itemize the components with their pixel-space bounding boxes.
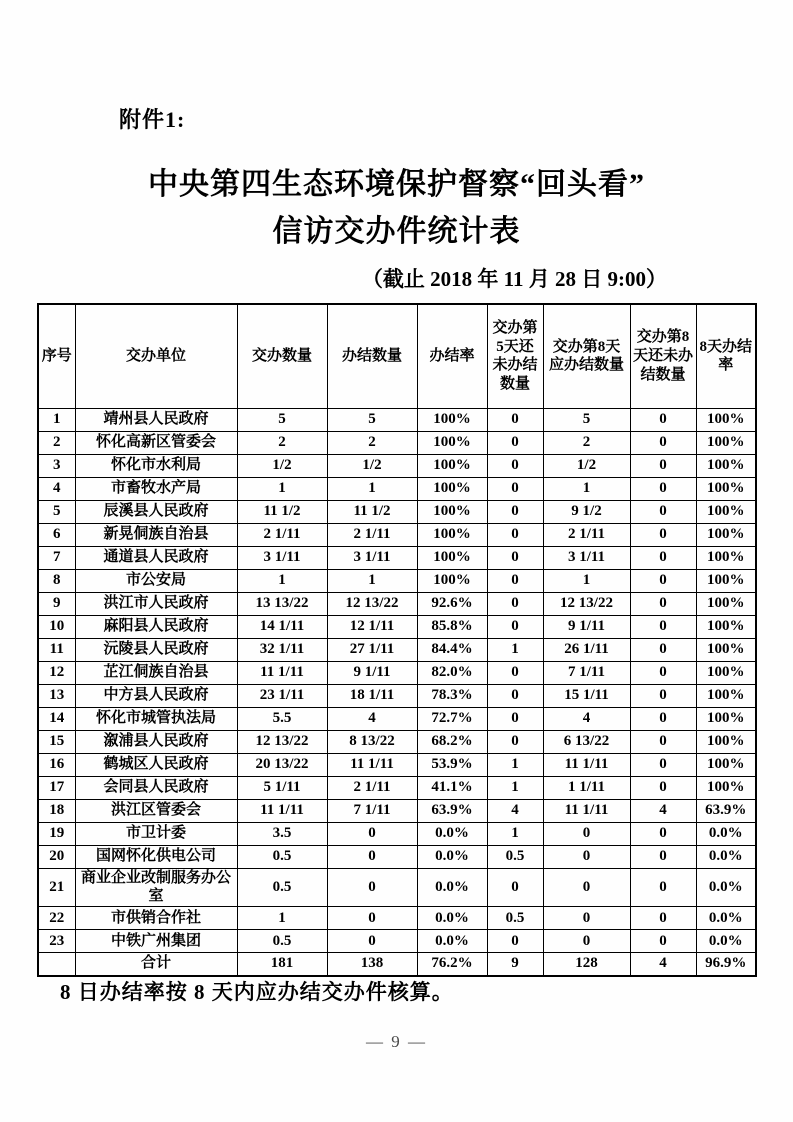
- table-row: [38, 684, 756, 707]
- table-cell: 新晃侗族自治县: [75, 523, 237, 546]
- table-cell: 0: [630, 454, 696, 477]
- table-cell: 7: [38, 546, 75, 569]
- table-cell: 0.5: [237, 845, 327, 868]
- table-cell: 1: [487, 822, 543, 845]
- table-cell: 12 1/11: [327, 615, 417, 638]
- table-cell: 100%: [696, 684, 756, 707]
- table-cell: 11: [38, 638, 75, 661]
- table-cell: 0: [630, 868, 696, 907]
- table-row: [38, 822, 756, 845]
- table-row: [38, 845, 756, 868]
- table-cell: 0: [543, 822, 630, 845]
- table-cell: 洪江市人民政府: [75, 592, 237, 615]
- table-row: [38, 408, 756, 431]
- table-cell: 100%: [696, 454, 756, 477]
- table-cell: 0: [487, 661, 543, 684]
- table-cell: 3 1/11: [543, 546, 630, 569]
- table-cell: 68.2%: [417, 730, 487, 753]
- table-cell: 中铁广州集团: [75, 930, 237, 953]
- table-cell: 2 1/11: [327, 776, 417, 799]
- table-cell: 0: [630, 638, 696, 661]
- table-row: [38, 707, 756, 730]
- table-cell: 100%: [417, 477, 487, 500]
- table-cell: 15 1/11: [543, 684, 630, 707]
- table-cell: 1: [38, 408, 75, 431]
- table-cell: [38, 953, 75, 976]
- table-cell: 100%: [417, 431, 487, 454]
- table-cell: 100%: [696, 776, 756, 799]
- table-cell: 72.7%: [417, 707, 487, 730]
- table-cell: 0: [630, 930, 696, 953]
- table-cell: 5: [38, 500, 75, 523]
- table-cell: 11 1/11: [543, 799, 630, 822]
- table-row: [38, 930, 756, 953]
- table-cell: 5: [237, 408, 327, 431]
- table-cell: 2 1/11: [543, 523, 630, 546]
- table-cell: 14: [38, 707, 75, 730]
- table-cell: 26 1/11: [543, 638, 630, 661]
- table-cell: 8: [38, 569, 75, 592]
- table-cell: 100%: [417, 454, 487, 477]
- table-cell: 0: [543, 907, 630, 930]
- table-cell: 怀化市城管执法局: [75, 707, 237, 730]
- header-cell: 办结率: [417, 304, 487, 408]
- table-cell: 中方县人民政府: [75, 684, 237, 707]
- header-cell: 交办数量: [237, 304, 327, 408]
- table-cell: 0: [630, 546, 696, 569]
- table-cell: 27 1/11: [327, 638, 417, 661]
- table-cell: 11 1/11: [237, 799, 327, 822]
- table-cell: 0.5: [487, 845, 543, 868]
- table-cell: 1/2: [543, 454, 630, 477]
- table-cell: 0: [630, 707, 696, 730]
- table-cell: 82.0%: [417, 661, 487, 684]
- table-cell: 0: [630, 569, 696, 592]
- table-cell: 2 1/11: [237, 523, 327, 546]
- table-cell: 0: [630, 615, 696, 638]
- table-cell: 13 13/22: [237, 592, 327, 615]
- document-title: [0, 162, 793, 255]
- table-cell: 会同县人民政府: [75, 776, 237, 799]
- table-cell: 2: [237, 431, 327, 454]
- table-cell: 8 13/22: [327, 730, 417, 753]
- table-body: [38, 408, 756, 976]
- footnote: 8 日办结率按 8 天内应办结交办件核算。: [60, 980, 454, 1004]
- table-cell: 0: [630, 661, 696, 684]
- table-cell: 怀化高新区管委会: [75, 431, 237, 454]
- title-line-1: 中央第四生态环境保护督察“回头看”: [148, 168, 645, 201]
- table-cell: 0: [327, 907, 417, 930]
- table-cell: 2 1/11: [327, 523, 417, 546]
- table-cell: 7 1/11: [543, 661, 630, 684]
- table-row: [38, 477, 756, 500]
- table-cell: 100%: [696, 638, 756, 661]
- table-header-row: [38, 304, 756, 408]
- table-cell: 14 1/11: [237, 615, 327, 638]
- table-cell: 100%: [696, 592, 756, 615]
- table-cell: 9: [38, 592, 75, 615]
- table-cell: 4: [630, 799, 696, 822]
- table-cell: 0: [487, 730, 543, 753]
- table-cell: 100%: [417, 523, 487, 546]
- table-row: [38, 569, 756, 592]
- table-row: [38, 454, 756, 477]
- table-row: [38, 431, 756, 454]
- table-cell: 0: [487, 408, 543, 431]
- table-cell: 0: [630, 684, 696, 707]
- table-cell: 15: [38, 730, 75, 753]
- table-cell: 国网怀化供电公司: [75, 845, 237, 868]
- table-cell: 4: [327, 707, 417, 730]
- table-cell: 5.5: [237, 707, 327, 730]
- table-cell: 1: [487, 753, 543, 776]
- table-cell: 2: [327, 431, 417, 454]
- table-row: [38, 776, 756, 799]
- table-cell: 0.0%: [696, 930, 756, 953]
- table-cell: 4: [630, 953, 696, 976]
- table-cell: 0: [630, 592, 696, 615]
- attachment-label: 附件1:: [119, 107, 186, 132]
- table-cell: 芷江侗族自治县: [75, 661, 237, 684]
- table-cell: 1/2: [327, 454, 417, 477]
- header-cell: 交办第8天还未办结数量: [630, 304, 696, 408]
- table-cell: 19: [38, 822, 75, 845]
- table-cell: 96.9%: [696, 953, 756, 976]
- table-cell: 4: [38, 477, 75, 500]
- table-cell: 32 1/11: [237, 638, 327, 661]
- table-cell: 2: [38, 431, 75, 454]
- table-cell: 合计: [75, 953, 237, 976]
- table-cell: 鹤城区人民政府: [75, 753, 237, 776]
- table-cell: 0: [630, 776, 696, 799]
- table-cell: 1: [543, 477, 630, 500]
- table-cell: 1: [237, 477, 327, 500]
- table-cell: 181: [237, 953, 327, 976]
- table-cell: 0.0%: [417, 822, 487, 845]
- table-row: [38, 753, 756, 776]
- table-cell: 0: [487, 868, 543, 907]
- table-cell: 3.5: [237, 822, 327, 845]
- table-cell: 23: [38, 930, 75, 953]
- table-cell: 0.0%: [417, 845, 487, 868]
- table-cell: 18 1/11: [327, 684, 417, 707]
- table-cell: 76.2%: [417, 953, 487, 976]
- table-cell: 21: [38, 868, 75, 907]
- table-cell: 0.0%: [417, 868, 487, 907]
- table-row: [38, 592, 756, 615]
- table-cell: 0: [487, 684, 543, 707]
- table-cell: 沅陵县人民政府: [75, 638, 237, 661]
- table-row: [38, 615, 756, 638]
- table-cell: 溆浦县人民政府: [75, 730, 237, 753]
- table-cell: 0.5: [237, 930, 327, 953]
- table-cell: 53.9%: [417, 753, 487, 776]
- table-cell: 2: [543, 431, 630, 454]
- table-cell: 100%: [696, 615, 756, 638]
- table-cell: 100%: [417, 500, 487, 523]
- table-cell: 1: [237, 569, 327, 592]
- table-row: [38, 500, 756, 523]
- table-cell: 63.9%: [417, 799, 487, 822]
- table-cell: 6: [38, 523, 75, 546]
- table-cell: 78.3%: [417, 684, 487, 707]
- table-cell: 84.4%: [417, 638, 487, 661]
- table-cell: 1: [237, 907, 327, 930]
- header-cell: 交办单位: [75, 304, 237, 408]
- table-cell: 市畜牧水产局: [75, 477, 237, 500]
- page-number: — 9 —: [366, 1032, 427, 1051]
- table-cell: 5 1/11: [237, 776, 327, 799]
- table-cell: 0.0%: [696, 845, 756, 868]
- table-cell: 100%: [417, 569, 487, 592]
- table-cell: 12: [38, 661, 75, 684]
- table-cell: 0: [543, 845, 630, 868]
- table-cell: 6 13/22: [543, 730, 630, 753]
- table-cell: 100%: [417, 546, 487, 569]
- header-cell: 交办第8天应办结数量: [543, 304, 630, 408]
- table-cell: 17: [38, 776, 75, 799]
- table-cell: 1 1/11: [543, 776, 630, 799]
- table-cell: 0: [327, 822, 417, 845]
- table-cell: 怀化市水利局: [75, 454, 237, 477]
- table-cell: 1: [543, 569, 630, 592]
- table-cell: 0: [487, 523, 543, 546]
- table-row: [38, 546, 756, 569]
- table-cell: 0.5: [237, 868, 327, 907]
- table-cell: 5: [543, 408, 630, 431]
- table-cell: 0: [543, 930, 630, 953]
- table-row: [38, 799, 756, 822]
- table-cell: 0.0%: [696, 822, 756, 845]
- table-cell: 13: [38, 684, 75, 707]
- table-cell: 0: [630, 730, 696, 753]
- table-cell: 市公安局: [75, 569, 237, 592]
- table-cell: 麻阳县人民政府: [75, 615, 237, 638]
- table-cell: 11 1/11: [327, 753, 417, 776]
- table-cell: 20: [38, 845, 75, 868]
- table-cell: 0.0%: [696, 907, 756, 930]
- table-cell: 18: [38, 799, 75, 822]
- table-cell: 0: [487, 592, 543, 615]
- table-cell: 辰溪县人民政府: [75, 500, 237, 523]
- table-cell: 0: [630, 408, 696, 431]
- table-cell: 100%: [696, 523, 756, 546]
- table-cell: 100%: [696, 569, 756, 592]
- title-line-2: 信访交办件统计表: [272, 214, 521, 248]
- table-cell: 12 13/22: [543, 592, 630, 615]
- table-cell: 1: [327, 569, 417, 592]
- table-cell: 128: [543, 953, 630, 976]
- table-cell: 0: [487, 615, 543, 638]
- table-cell: 9 1/2: [543, 500, 630, 523]
- table-cell: 1: [487, 776, 543, 799]
- table-cell: 1/2: [237, 454, 327, 477]
- table-row: [38, 638, 756, 661]
- table-cell: 41.1%: [417, 776, 487, 799]
- table-cell: 4: [487, 799, 543, 822]
- statistics-table: [37, 303, 757, 977]
- table-cell: 9: [487, 953, 543, 976]
- table-cell: 100%: [696, 661, 756, 684]
- table-cell: 5: [327, 408, 417, 431]
- table-cell: 12 13/22: [327, 592, 417, 615]
- table-cell: 通道县人民政府: [75, 546, 237, 569]
- table-cell: 9 1/11: [327, 661, 417, 684]
- table-row: [38, 730, 756, 753]
- header-cell: 办结数量: [327, 304, 417, 408]
- table-cell: 0.0%: [696, 868, 756, 907]
- table-cell: 100%: [696, 753, 756, 776]
- table-cell: 0: [630, 431, 696, 454]
- table-cell: 100%: [696, 730, 756, 753]
- table-cell: 20 13/22: [237, 753, 327, 776]
- table-cell: 0: [327, 868, 417, 907]
- table-cell: 3: [38, 454, 75, 477]
- table-row: [38, 661, 756, 684]
- table-cell: 85.8%: [417, 615, 487, 638]
- table-cell: 0: [630, 753, 696, 776]
- table-cell: 9 1/11: [543, 615, 630, 638]
- table-cell: 0: [487, 454, 543, 477]
- table-cell: 100%: [696, 477, 756, 500]
- table-row: [38, 868, 756, 907]
- table-cell: 4: [543, 707, 630, 730]
- table-row: [38, 907, 756, 930]
- table-cell: 63.9%: [696, 799, 756, 822]
- table-row: [38, 523, 756, 546]
- table-cell: 100%: [696, 500, 756, 523]
- header-cell: 8天办结率: [696, 304, 756, 408]
- table-cell: 0.0%: [417, 907, 487, 930]
- table-cell: 100%: [417, 408, 487, 431]
- table-cell: 12 13/22: [237, 730, 327, 753]
- table-cell: 0: [630, 523, 696, 546]
- table-cell: 7 1/11: [327, 799, 417, 822]
- table-cell: 0: [630, 907, 696, 930]
- table-cell: 0: [487, 707, 543, 730]
- table-cell: 138: [327, 953, 417, 976]
- table-cell: 0.5: [487, 907, 543, 930]
- table-cell: 3 1/11: [327, 546, 417, 569]
- table-cell: 市供销合作社: [75, 907, 237, 930]
- table-cell: 商业企业改制服务办公室: [75, 868, 237, 907]
- table-cell: 靖州县人民政府: [75, 408, 237, 431]
- table-cell: 0: [487, 546, 543, 569]
- table-cell: 11 1/2: [327, 500, 417, 523]
- table-cell: 1: [487, 638, 543, 661]
- table-cell: 0: [327, 845, 417, 868]
- table-cell: 23 1/11: [237, 684, 327, 707]
- table-cell: 0: [487, 477, 543, 500]
- total-row: [38, 953, 756, 976]
- table-cell: 100%: [696, 431, 756, 454]
- table-cell: 0: [630, 477, 696, 500]
- table-cell: 0: [630, 500, 696, 523]
- table-cell: 16: [38, 753, 75, 776]
- table-cell: 1: [327, 477, 417, 500]
- date-note: （截止 2018 年 11 月 28 日 9:00）: [361, 267, 667, 291]
- table-cell: 100%: [696, 408, 756, 431]
- table-cell: 市卫计委: [75, 822, 237, 845]
- table-cell: 11 1/11: [237, 661, 327, 684]
- table-cell: 0: [543, 868, 630, 907]
- table-cell: 10: [38, 615, 75, 638]
- table-cell: 22: [38, 907, 75, 930]
- table-cell: 92.6%: [417, 592, 487, 615]
- table-cell: 0: [487, 500, 543, 523]
- table-cell: 3 1/11: [237, 546, 327, 569]
- header-cell: 序号: [38, 304, 75, 408]
- table-cell: 100%: [696, 707, 756, 730]
- table-cell: 0: [487, 569, 543, 592]
- table-cell: 0: [487, 431, 543, 454]
- table-cell: 11 1/2: [237, 500, 327, 523]
- table-cell: 0.0%: [417, 930, 487, 953]
- table-cell: 11 1/11: [543, 753, 630, 776]
- table-cell: 0: [630, 845, 696, 868]
- table-cell: 0: [487, 930, 543, 953]
- header-cell: 交办第5天还未办结数量: [487, 304, 543, 408]
- table-cell: 0: [630, 822, 696, 845]
- table-cell: 100%: [696, 546, 756, 569]
- table-cell: 0: [327, 930, 417, 953]
- table-cell: 洪江区管委会: [75, 799, 237, 822]
